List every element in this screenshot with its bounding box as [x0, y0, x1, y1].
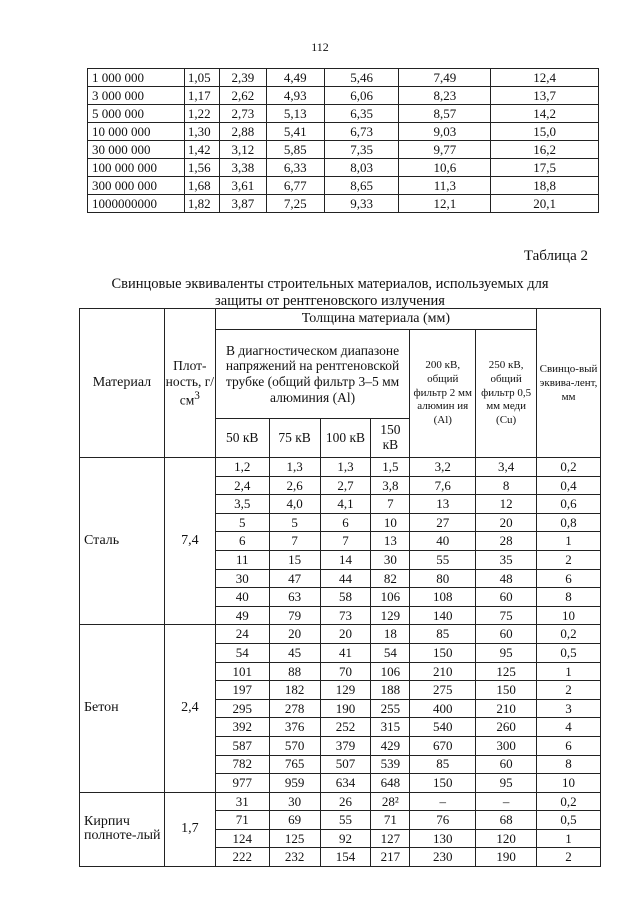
- table-cell: 10 000 000: [88, 123, 185, 141]
- table-cell: 188: [371, 681, 410, 700]
- table-cell: 73: [320, 606, 371, 625]
- table-cell: 1: [537, 662, 601, 681]
- table-row: [88, 177, 599, 195]
- table-cell: 35: [476, 550, 537, 569]
- lead-equivalents-table: [79, 308, 601, 867]
- table-cell: 150: [476, 681, 537, 700]
- table-cell: 197: [215, 681, 269, 700]
- table-cell: 2,4: [215, 476, 269, 495]
- table-cell: 315: [371, 718, 410, 737]
- header-diagnostic-range: В диагностическом диапазоне напряжений на рентгеновской трубке (общий фильтр 3–5 мм алюминия (Al): [215, 330, 410, 419]
- table-cell: 3,2: [410, 458, 476, 477]
- table-cell: 765: [269, 755, 320, 774]
- material-density: 7,4: [164, 458, 215, 625]
- table-cell: 150: [410, 643, 476, 662]
- table-cell: 5,46: [324, 69, 399, 87]
- table-row: [88, 87, 599, 105]
- table-cell: 60: [476, 625, 537, 644]
- table-cell: 6,35: [324, 105, 399, 123]
- table-cell: 4,93: [266, 87, 324, 105]
- table-cell: 230: [410, 848, 476, 867]
- table-cell: 14,2: [491, 105, 599, 123]
- table-cell: 58: [320, 588, 371, 607]
- table-cell: 127: [371, 829, 410, 848]
- table-cell: 28: [476, 532, 537, 551]
- table-cell: 400: [410, 699, 476, 718]
- table-cell: 8: [537, 755, 601, 774]
- table-cell: 3,12: [219, 141, 266, 159]
- table-cell: 92: [320, 829, 371, 848]
- header-density-text: Плот-ность, г/см: [165, 358, 215, 407]
- table-cell: 0,2: [537, 792, 601, 811]
- table-cell: 182: [269, 681, 320, 700]
- table-cell: 49: [215, 606, 269, 625]
- table-cell: 14: [320, 550, 371, 569]
- table-cell: 10: [537, 606, 601, 625]
- table-cell: 80: [410, 569, 476, 588]
- table-cell: 54: [215, 643, 269, 662]
- table-cell: 24: [215, 625, 269, 644]
- table-cell: 95: [476, 643, 537, 662]
- table-cell: 41: [320, 643, 371, 662]
- table-cell: 70: [320, 662, 371, 681]
- table-cell: 18: [371, 625, 410, 644]
- header-density-sup: 3: [194, 389, 200, 402]
- table-cell: 31: [215, 792, 269, 811]
- table-cell: 300: [476, 736, 537, 755]
- table-cell: 429: [371, 736, 410, 755]
- table-cell: 17,5: [491, 159, 599, 177]
- table-cell: 6,73: [324, 123, 399, 141]
- table-cell: 7: [320, 532, 371, 551]
- table-row: [88, 159, 599, 177]
- table-cell: 30 000 000: [88, 141, 185, 159]
- table-cell: 106: [371, 588, 410, 607]
- table-cell: 108: [410, 588, 476, 607]
- table-cell: 7,6: [410, 476, 476, 495]
- table-cell: 54: [371, 643, 410, 662]
- table-cell: 10: [371, 513, 410, 532]
- table-cell: 0,2: [537, 458, 601, 477]
- table-cell: 30: [215, 569, 269, 588]
- table-cell: 6,33: [266, 159, 324, 177]
- table-cell: 210: [476, 699, 537, 718]
- table-row: [88, 141, 599, 159]
- table-cell: 85: [410, 625, 476, 644]
- table-cell: 20: [320, 625, 371, 644]
- header-density: [164, 309, 215, 458]
- table-cell: 2,62: [219, 87, 266, 105]
- table-row: [80, 458, 601, 477]
- table-cell: 6,77: [266, 177, 324, 195]
- table-cell: 648: [371, 774, 410, 793]
- table-cell: 13: [371, 532, 410, 551]
- table-cell: 10: [537, 774, 601, 793]
- table-cell: 3,38: [219, 159, 266, 177]
- table-cell: 15,0: [491, 123, 599, 141]
- table-cell: 76: [410, 811, 476, 830]
- table-cell: 4,0: [269, 495, 320, 514]
- table-cell: 4: [537, 718, 601, 737]
- table-cell: 1,5: [371, 458, 410, 477]
- table-cell: 7,49: [399, 69, 491, 87]
- table-cell: 150: [410, 774, 476, 793]
- table-cell: 1: [537, 532, 601, 551]
- table-cell: 5 000 000: [88, 105, 185, 123]
- table-cell: 5,13: [266, 105, 324, 123]
- table-cell: 8,65: [324, 177, 399, 195]
- table-cell: –: [476, 792, 537, 811]
- table-number: Таблица 2: [523, 248, 588, 264]
- table-cell: 10,6: [399, 159, 491, 177]
- table-cell: 101: [215, 662, 269, 681]
- table-row: [88, 69, 599, 87]
- attenuation-continuation-table: [87, 68, 599, 213]
- table-cell: 392: [215, 718, 269, 737]
- table-cell: 8,03: [324, 159, 399, 177]
- table-cell: 1,42: [184, 141, 219, 159]
- table-cell: 376: [269, 718, 320, 737]
- table-cell: 60: [476, 588, 537, 607]
- table-cell: 0,6: [537, 495, 601, 514]
- table-cell: 5,41: [266, 123, 324, 141]
- table-cell: 278: [269, 699, 320, 718]
- table-cell: 124: [215, 829, 269, 848]
- table-cell: 12: [476, 495, 537, 514]
- table-cell: 55: [320, 811, 371, 830]
- table-cell: 8,57: [399, 105, 491, 123]
- table-row: [88, 195, 599, 213]
- table-cell: 63: [269, 588, 320, 607]
- table-caption: Свинцовые эквиваленты строительных материалов, используемых для защиты от рентгеновского излучения: [111, 276, 549, 309]
- table-cell: 130: [410, 829, 476, 848]
- table-cell: 1,05: [184, 69, 219, 87]
- table-cell: 55: [410, 550, 476, 569]
- header-250kv: 250 кВ, общий фильтр 0,5 мм меди (Cu): [476, 330, 537, 458]
- table-cell: 18,8: [491, 177, 599, 195]
- table-cell: 2: [537, 550, 601, 569]
- table-cell: 0,5: [537, 643, 601, 662]
- table-cell: 1,56: [184, 159, 219, 177]
- table-cell: 7,35: [324, 141, 399, 159]
- table-cell: 125: [476, 662, 537, 681]
- table-cell: 507: [320, 755, 371, 774]
- material-density: 2,4: [164, 625, 215, 792]
- table-cell: 120: [476, 829, 537, 848]
- table-cell: 47: [269, 569, 320, 588]
- table-cell: 5,85: [266, 141, 324, 159]
- table-cell: 7: [269, 532, 320, 551]
- table-cell: 3,4: [476, 458, 537, 477]
- table-cell: 7: [371, 495, 410, 514]
- material-name: Сталь: [80, 458, 165, 625]
- table-cell: 40: [215, 588, 269, 607]
- table-cell: 129: [371, 606, 410, 625]
- table-cell: 68: [476, 811, 537, 830]
- table-cell: 71: [371, 811, 410, 830]
- table-cell: 11,3: [399, 177, 491, 195]
- table-cell: 20,1: [491, 195, 599, 213]
- table-cell: 125: [269, 829, 320, 848]
- table-cell: 28²: [371, 792, 410, 811]
- table-cell: –: [410, 792, 476, 811]
- table-cell: 782: [215, 755, 269, 774]
- table-cell: 12,1: [399, 195, 491, 213]
- table-cell: 4,49: [266, 69, 324, 87]
- table-cell: 260: [476, 718, 537, 737]
- table-cell: 44: [320, 569, 371, 588]
- table-cell: 3,5: [215, 495, 269, 514]
- table-cell: 75: [476, 606, 537, 625]
- table-cell: 6: [215, 532, 269, 551]
- table-cell: 8: [537, 588, 601, 607]
- table-cell: 0,4: [537, 476, 601, 495]
- table-cell: 2: [537, 681, 601, 700]
- table-cell: 88: [269, 662, 320, 681]
- table-cell: 1,82: [184, 195, 219, 213]
- table-cell: 26: [320, 792, 371, 811]
- table-cell: 3: [537, 699, 601, 718]
- table-cell: 82: [371, 569, 410, 588]
- table-cell: 12,4: [491, 69, 599, 87]
- table-cell: 106: [371, 662, 410, 681]
- table-cell: 252: [320, 718, 371, 737]
- table-cell: 3 000 000: [88, 87, 185, 105]
- table-cell: 977: [215, 774, 269, 793]
- table-cell: 2,88: [219, 123, 266, 141]
- table-cell: 5: [269, 513, 320, 532]
- table-cell: 1,17: [184, 87, 219, 105]
- table-cell: 222: [215, 848, 269, 867]
- table-cell: 1: [537, 829, 601, 848]
- table-cell: 11: [215, 550, 269, 569]
- table-cell: 210: [410, 662, 476, 681]
- table-cell: 295: [215, 699, 269, 718]
- table-cell: 40: [410, 532, 476, 551]
- table-cell: 1000000000: [88, 195, 185, 213]
- table-cell: 232: [269, 848, 320, 867]
- table-cell: 48: [476, 569, 537, 588]
- table-cell: 0,5: [537, 811, 601, 830]
- header-50kv: 50 кВ: [215, 419, 269, 458]
- table-cell: 217: [371, 848, 410, 867]
- table-cell: 85: [410, 755, 476, 774]
- table-cell: 79: [269, 606, 320, 625]
- table-cell: 2: [537, 848, 601, 867]
- table-cell: 9,77: [399, 141, 491, 159]
- material-name: Кирпич полноте-лый: [80, 792, 165, 866]
- table-cell: 30: [269, 792, 320, 811]
- header-200kv: 200 кВ, общий фильтр 2 мм алюмин ия (Al): [410, 330, 476, 458]
- table-cell: 190: [476, 848, 537, 867]
- table-cell: 0,2: [537, 625, 601, 644]
- header-material: Материал: [80, 309, 165, 458]
- table-cell: 190: [320, 699, 371, 718]
- table-cell: 4,1: [320, 495, 371, 514]
- table-cell: 379: [320, 736, 371, 755]
- table-cell: 6: [320, 513, 371, 532]
- table-cell: 7,25: [266, 195, 324, 213]
- table-cell: 1,30: [184, 123, 219, 141]
- table-cell: 959: [269, 774, 320, 793]
- table-cell: 8,23: [399, 87, 491, 105]
- table-cell: 27: [410, 513, 476, 532]
- header-75kv: 75 кВ: [269, 419, 320, 458]
- table-row: [80, 792, 601, 811]
- table-cell: 1,3: [269, 458, 320, 477]
- table-cell: 30: [371, 550, 410, 569]
- table-cell: 71: [215, 811, 269, 830]
- table-cell: 1 000 000: [88, 69, 185, 87]
- table-cell: 300 000 000: [88, 177, 185, 195]
- table-row: [88, 105, 599, 123]
- table-cell: 570: [269, 736, 320, 755]
- table-cell: 3,61: [219, 177, 266, 195]
- header-lead-equivalent: Свинцо-вый эквива-лент, мм: [537, 309, 601, 458]
- header-100kv: 100 кВ: [320, 419, 371, 458]
- table-cell: 1,68: [184, 177, 219, 195]
- material-name: Бетон: [80, 625, 165, 792]
- table-cell: 9,03: [399, 123, 491, 141]
- table-cell: 45: [269, 643, 320, 662]
- table-cell: 16,2: [491, 141, 599, 159]
- table-cell: 140: [410, 606, 476, 625]
- table-cell: 100 000 000: [88, 159, 185, 177]
- table-row: [80, 625, 601, 644]
- table-cell: 15: [269, 550, 320, 569]
- table-cell: 8: [476, 476, 537, 495]
- table-cell: 20: [476, 513, 537, 532]
- table-cell: 13: [410, 495, 476, 514]
- material-density: 1,7: [164, 792, 215, 866]
- table-cell: 6,06: [324, 87, 399, 105]
- table-cell: 60: [476, 755, 537, 774]
- table-cell: 2,6: [269, 476, 320, 495]
- table-cell: 3,87: [219, 195, 266, 213]
- table-cell: 6: [537, 569, 601, 588]
- table-cell: 670: [410, 736, 476, 755]
- table-cell: 1,22: [184, 105, 219, 123]
- table-cell: 540: [410, 718, 476, 737]
- table-cell: 9,33: [324, 195, 399, 213]
- table-cell: 2,7: [320, 476, 371, 495]
- table-cell: 69: [269, 811, 320, 830]
- table-cell: 1,2: [215, 458, 269, 477]
- table-cell: 1,3: [320, 458, 371, 477]
- table-cell: 3,8: [371, 476, 410, 495]
- table-cell: 634: [320, 774, 371, 793]
- table-cell: 255: [371, 699, 410, 718]
- table-cell: 129: [320, 681, 371, 700]
- table-cell: 587: [215, 736, 269, 755]
- table-cell: 5: [215, 513, 269, 532]
- table-cell: 0,8: [537, 513, 601, 532]
- table-cell: 539: [371, 755, 410, 774]
- table-cell: 95: [476, 774, 537, 793]
- page-number: 112: [311, 40, 329, 54]
- table-cell: 2,73: [219, 105, 266, 123]
- table-cell: 154: [320, 848, 371, 867]
- table-cell: 275: [410, 681, 476, 700]
- table-cell: 13,7: [491, 87, 599, 105]
- header-thickness: Толщина материала (мм): [215, 309, 536, 330]
- table-cell: 20: [269, 625, 320, 644]
- table-row: [88, 123, 599, 141]
- table-cell: 6: [537, 736, 601, 755]
- table-cell: 2,39: [219, 69, 266, 87]
- header-150kv: 150 кВ: [371, 419, 410, 458]
